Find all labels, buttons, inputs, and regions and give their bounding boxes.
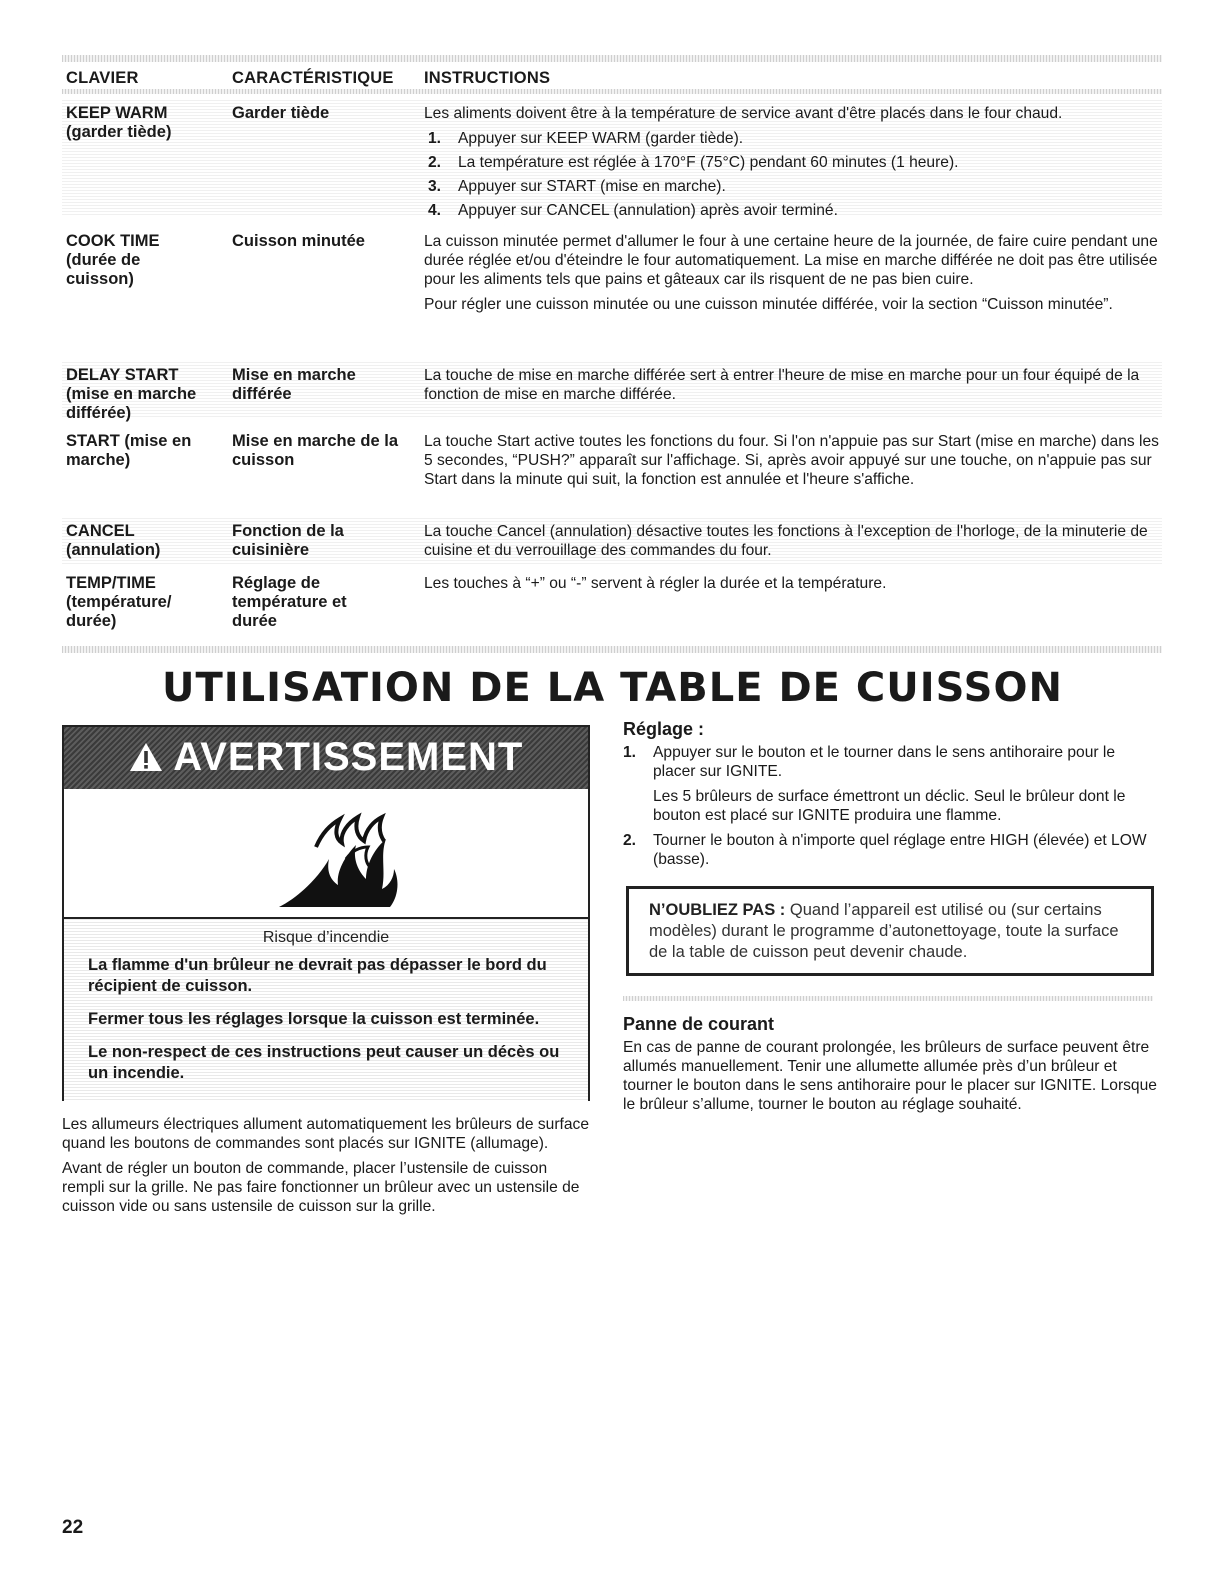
row-key: TEMP/TIME (température/ durée) bbox=[66, 574, 172, 630]
list-item: 1. Appuyer sur le bouton et le tourner dans le sens antihoraire pour le placer sur IGNITE. Les 5 brûleurs de surface émettront un déclic. Seul le brûleur dont le bouton est placé sur IGNITE produira une flamme. bbox=[623, 744, 1126, 824]
reglage-title: Réglage : bbox=[623, 719, 705, 739]
row-feature: Cuisson minutée bbox=[232, 232, 365, 250]
row-intro: Les aliments doivent être à la température de service avant d'être placés dans le four chaud. bbox=[424, 105, 1063, 122]
column-header-clavier: CLAVIER bbox=[66, 69, 139, 87]
table-row bbox=[62, 362, 1162, 422]
row-feature: Fonction de la cuisinière bbox=[232, 522, 344, 559]
panne-section bbox=[623, 1015, 1158, 1114]
table-row bbox=[62, 100, 1162, 219]
row-instructions: La cuisson minutée permet d'allumer le four à une certaine heure de la journée, de faire cuire pendant une durée réglée et/ou d'éteindre le four automatiquement. La mise en marche différée ne doit pas être utilisée pour les aliments tels que pains et gâteaux car ils risquent de ne pas bien cuire. Pour régler une cuisson minutée ou une cuisson minutée différée, voir la section “Cuisson minutée”. bbox=[424, 233, 1158, 313]
reglage-section bbox=[623, 720, 1158, 875]
list-item: 4. Appuyer sur CANCEL (annulation) après avoir terminé. bbox=[428, 202, 838, 219]
table-row bbox=[62, 432, 1162, 508]
row-feature: Mise en marche différée bbox=[232, 366, 356, 403]
note-label: N’OUBLIEZ PAS : bbox=[649, 901, 786, 919]
bottom-rule bbox=[62, 646, 1162, 653]
row-instructions: Les touches à “+” ou “-” servent à régler la durée et la température. bbox=[424, 575, 887, 592]
table-row bbox=[62, 518, 1162, 566]
row-key: COOK TIME (durée de cuisson) bbox=[66, 232, 160, 288]
reglage-steps bbox=[623, 743, 1158, 869]
header-rule bbox=[62, 89, 1162, 94]
page-number: 22 bbox=[62, 1517, 84, 1538]
note-box bbox=[626, 886, 1154, 976]
row-instructions bbox=[424, 104, 1159, 220]
panne-rule bbox=[623, 996, 1153, 1001]
warning-box bbox=[62, 725, 590, 1101]
warning-title: AVERTISSEMENT bbox=[64, 735, 588, 780]
section-title: UTILISATION DE LA TABLE DE CUISSON bbox=[162, 665, 1063, 711]
row-key: KEEP WARM (garder tiède) bbox=[66, 104, 172, 141]
paragraph: Avant de régler un bouton de commande, placer l’ustensile de cuisson rempli sur la grille. Ne pas faire fonctionner un brûleur avec un ustensile de cuisson vide ou sans ustensile de cuisson sur la grille. bbox=[62, 1160, 580, 1215]
panne-title: Panne de courant bbox=[623, 1014, 775, 1034]
table-row bbox=[62, 232, 1162, 354]
left-body-text bbox=[62, 1115, 592, 1222]
row-key: START (mise en marche) bbox=[66, 432, 192, 469]
table-row bbox=[62, 574, 1162, 636]
panne-text: En cas de panne de courant prolongée, les brûleurs de surface peuvent être allumés manuellement. Tenir une allumette allumée près d’un brûleur et tourner le bouton dans le sens antihoraire pour le placer sur IGNITE. Lorsque le brûleur s’allume, tourner le bouton au réglage souhaité. bbox=[623, 1039, 1157, 1113]
list-item: 2. La température est réglée à 170°F (75°C) pendant 60 minutes (1 heure). bbox=[428, 154, 959, 171]
row-feature: Garder tiède bbox=[232, 104, 330, 122]
warning-header bbox=[64, 727, 588, 789]
row-key: DELAY START (mise en marche différée) bbox=[66, 366, 197, 422]
list-item: 3. Appuyer sur START (mise en marche). bbox=[428, 178, 726, 195]
row-instructions: La touche Cancel (annulation) désactive toutes les fonctions à l'exception de l'horloge, de la minuterie de cuisine et du verrouillage des commandes du four. bbox=[424, 523, 1148, 559]
list-item: 1. Appuyer sur KEEP WARM (garder tiède). bbox=[428, 130, 744, 147]
warning-line: Fermer tous les réglages lorsque la cuisson est terminée. bbox=[88, 1010, 540, 1028]
top-rule bbox=[62, 55, 1162, 62]
fire-icon bbox=[64, 789, 588, 915]
warning-line: La flamme d'un brûleur ne devrait pas dépasser le bord du récipient de cuisson. bbox=[88, 956, 547, 995]
list-item: 2. Tourner le bouton à n'importe quel réglage entre HIGH (élevée) et LOW (basse). bbox=[623, 832, 1147, 868]
row-feature: Mise en marche de la cuisson bbox=[232, 432, 398, 469]
row-instructions: La touche de mise en marche différée sert à entrer l'heure de mise en marche pour un four équipé de la fonction de mise en marche différée. bbox=[424, 367, 1140, 403]
row-feature: Réglage de température et durée bbox=[232, 574, 347, 630]
column-header-caracteristique: CARACTÉRISTIQUE bbox=[232, 69, 394, 87]
column-header-instructions: INSTRUCTIONS bbox=[424, 69, 551, 87]
warning-text bbox=[64, 917, 588, 1101]
paragraph: Les allumeurs électriques allument automatiquement les brûleurs de surface quand les boutons de commandes sont placés sur IGNITE (allumage). bbox=[62, 1116, 589, 1152]
row-key: CANCEL (annulation) bbox=[66, 522, 161, 559]
steps-list bbox=[428, 129, 1159, 220]
warning-triangle-icon bbox=[129, 735, 174, 779]
warning-line: Le non-respect de ces instructions peut causer un décès ou un incendie. bbox=[88, 1043, 560, 1082]
note-text: Quand l’appareil est utilisé ou (sur certains modèles) durant le programme d’autonettoyage, toute la surface de la table de cuisson peut devenir chaude. bbox=[649, 901, 1119, 961]
row-instructions: La touche Start active toutes les fonctions du four. Si l'on n'appuie pas sur Start (mise en marche) dans les 5 secondes, “PUSH?” apparaît sur l'affichage. Si, après avoir appuyé sur une touche, on n'appuie pas sur Start dans la minute qui suit, la fonction est annulée et l'heure s'affiche. bbox=[424, 433, 1159, 488]
warning-risk: Risque d’incendie bbox=[262, 929, 390, 946]
